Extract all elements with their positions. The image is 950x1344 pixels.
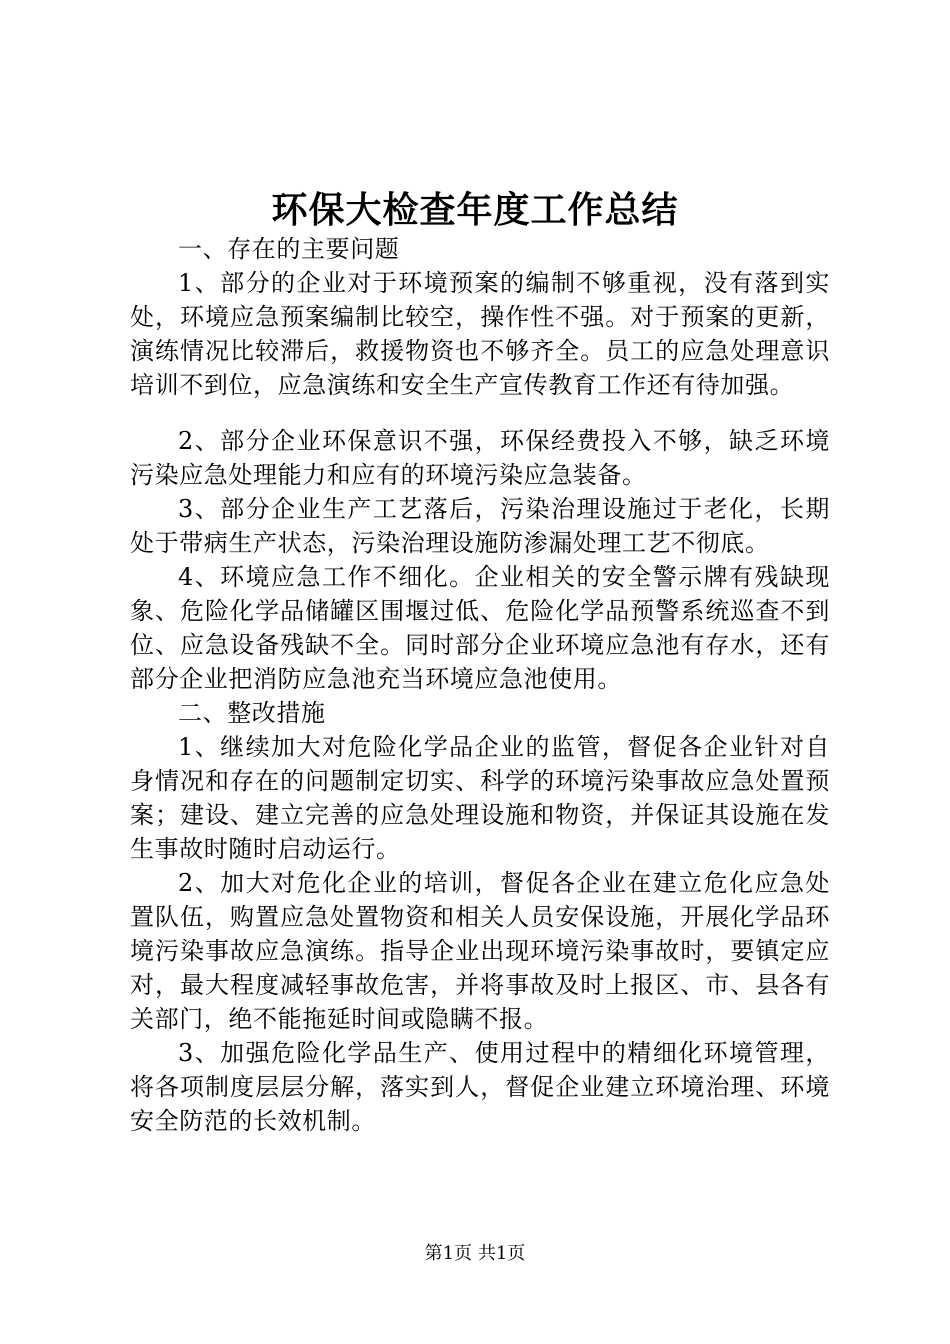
section-heading-problems: 一、存在的主要问题: [178, 235, 400, 263]
document-body: [130, 232, 830, 1138]
page-footer: 第1页 共1页: [424, 1243, 526, 1264]
measure-paragraph-1: 1、继续加大对危险化学品企业的监管，督促各企业针对自身情况和存在的问题制定切实、科学的环境污染事故应急处置预案；建设、建立完善的应急处理设施和物资，并保证其设施在发生事故时随时启动运行。: [130, 733, 830, 863]
problem-paragraph-1: 1、部分的企业对于环境预案的编制不够重视，没有落到实处，环境应急预案编制比较空，操作性不强。对于预案的更新，演练情况比较滞后，救援物资也不够齐全。员工的应急处理意识培训不到位，应急演练和安全生产宣传教育工作还有待加强。: [130, 269, 830, 399]
page-title: 环保大检查年度工作总结: [271, 189, 679, 231]
problem-paragraph-2: 2、部分企业环保意识不强，环保经费投入不够，缺乏环境污染应急处理能力和应有的环境污染应急装备。: [130, 427, 830, 489]
problem-paragraph-4: 4、环境应急工作不细化。企业相关的安全警示牌有残缺现象、危险化学品储罐区围堰过低、危险化学品预警系统巡查不到位、应急设备残缺不全。同时部分企业环境应急池有存水，还有部分企业把消防应急池充当环境应急池使用。: [130, 563, 830, 693]
measure-paragraph-2: 2、加大对危化企业的培训，督促各企业在建立危化应急处置队伍，购置应急处置物资和相关人员安保设施，开展化学品环境污染事故应急演练。指导企业出现环境污染事故时，要镇定应对，最大程度减轻事故危害，并将事故及时上报区、市、县各有关部门，绝不能拖延时间或隐瞒不报。: [130, 869, 830, 1033]
measure-paragraph-3: 3、加强危险化学品生产、使用过程中的精细化环境管理，将各项制度层层分解，落实到人，督促企业建立环境治理、环境安全防范的长效机制。: [130, 1039, 830, 1135]
problem-paragraph-3: 3、部分企业生产工艺落后，污染治理设施过于老化，长期处于带病生产状态，污染治理设施防渗漏处理工艺不彻底。: [130, 495, 830, 557]
section-heading-measures: 二、整改措施: [178, 699, 326, 727]
